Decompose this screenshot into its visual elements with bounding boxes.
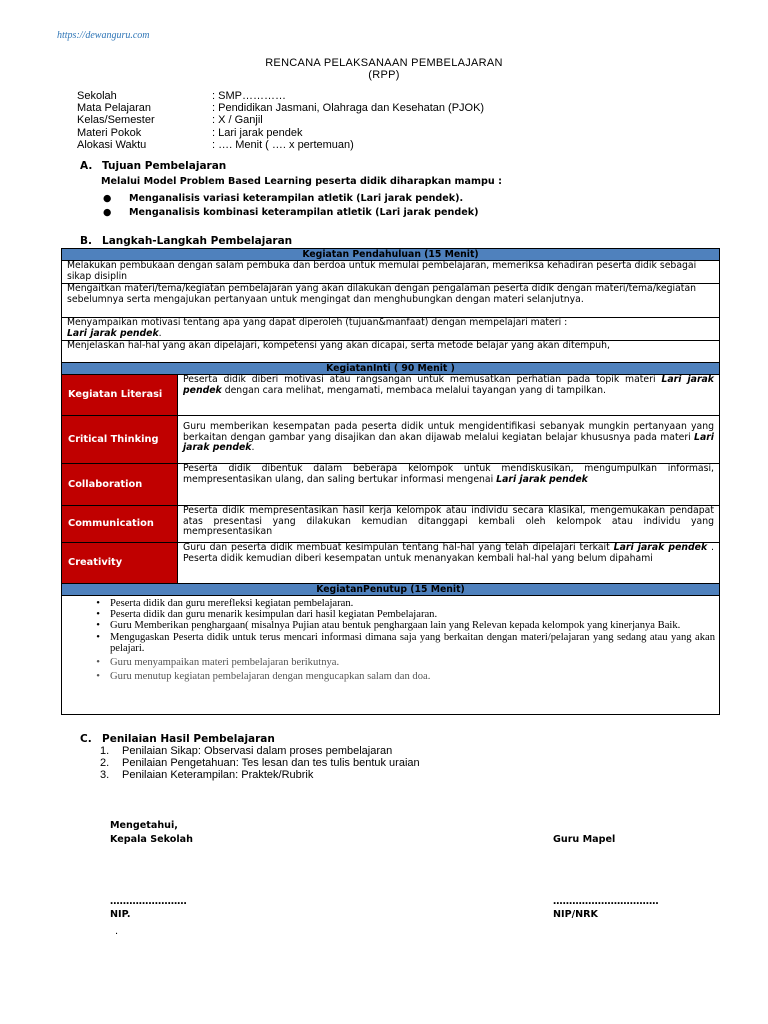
table-row	[62, 416, 720, 464]
topic-emphasis: Lari jarak pendek	[496, 473, 588, 485]
item-number: 3.	[100, 769, 110, 781]
topic-emphasis: Lari jarak pendek	[183, 431, 714, 453]
inti-description	[178, 506, 720, 543]
identity-row	[77, 114, 484, 126]
table-row	[62, 464, 720, 506]
section-title: Langkah-Langkah Pembelajaran	[102, 235, 293, 247]
penutup-header: KegiatanPenutup (15 Menit)	[62, 584, 720, 596]
bullet-icon: •	[96, 620, 100, 632]
inti-description	[178, 375, 720, 416]
inti-label: Critical Thinking	[62, 416, 178, 464]
closing-text: Guru Memberikan penghargaan( misalnya Pujian atau bentuk penghargaan lain yang Relevan kepada kelompok yang kinerjanya Baik.	[110, 620, 681, 632]
pendahuluan-text: .	[158, 327, 162, 339]
list-item	[62, 598, 719, 609]
inti-text: . Peserta didik kemudian diberi kesempatan untuk menanyakan kembali hal-hal yang belum dipahami	[183, 542, 714, 564]
identity-label: Materi Pokok	[77, 126, 142, 139]
section-number: A.	[80, 160, 93, 172]
assessment-text: Penilaian Keterampilan: Praktek/Rubrik	[122, 769, 314, 781]
identity-block	[77, 90, 484, 151]
penutup-cell	[62, 596, 720, 715]
closing-text: Guru menutup kegiatan pembelajaran dengan mengucapkan salam dan doa.	[110, 671, 431, 683]
list-item	[62, 657, 719, 668]
pendahuluan-text: Menyampaikan motivasi tentang apa yang dapat diperoleh (tujuan&manfaat) dengan mempelajari materi :	[67, 317, 568, 328]
identity-row	[77, 102, 484, 114]
pendahuluan-text: Menjelaskan hal-hal yang akan dipelajari, kompetensi yang akan dicapai, serta metode belajar yang akan ditempuh,	[67, 340, 611, 351]
pendahuluan-header: Kegiatan Pendahuluan (15 Menit)	[62, 249, 720, 261]
objective-item	[103, 193, 463, 204]
bullet-icon: ●	[103, 193, 112, 204]
identity-value: : Pendidikan Jasmani, Olahraga dan Kesehatan (PJOK)	[212, 102, 485, 115]
inti-description	[178, 543, 720, 584]
topic-emphasis: Lari jarak pendek	[613, 542, 708, 553]
table-row	[62, 318, 720, 341]
pendahuluan-header-row	[62, 249, 720, 261]
closing-text: Mengugaskan Peserta didik untuk terus mencari informasi dimana saja yang berkaitan dengan materi/pelajaran yang sedang atau yang akan pelajari.	[110, 631, 715, 654]
list-item	[62, 632, 719, 654]
signature-right-id: NIP/NRK	[553, 909, 598, 920]
inti-description	[178, 416, 720, 464]
pendahuluan-text: Melakukan pembukaan dengan salam pembuka dan berdoa untuk memulai pembelajaran, memeriksa kehadiran peserta didik sebagai sikap disiplin	[67, 260, 697, 282]
inti-text: Peserta didik dibentuk dalam beberapa kelompok untuk mendiskusikan, mengumpulkan informasi, mempresentasikan ulang, dan saling bertukar informasi mengenai	[183, 463, 714, 485]
inti-header: KegiatanInti ( 90 Menit )	[62, 363, 720, 375]
inti-text: Guru dan peserta didik membuat kesimpulan tentang hal-hal yang telah dipelajari terkait	[183, 542, 614, 553]
trailing-mark: .	[115, 925, 119, 937]
table-row	[62, 543, 720, 584]
list-item	[100, 757, 420, 769]
table-row	[62, 284, 720, 318]
list-item	[62, 671, 719, 682]
inti-description	[178, 464, 720, 506]
signature-left-id: NIP.	[110, 909, 131, 920]
pendahuluan-cell	[62, 261, 720, 284]
section-number: B.	[80, 235, 92, 247]
item-number: 2.	[100, 757, 110, 769]
identity-value: : Lari jarak pendek	[212, 126, 303, 139]
section-title: Tujuan Pembelajaran	[102, 160, 227, 172]
inti-label: Kegiatan Literasi	[62, 375, 178, 416]
table-row	[62, 596, 720, 715]
learning-steps-table	[61, 248, 720, 715]
topic-emphasis: Lari jarak pendek	[67, 327, 159, 339]
assessment-list	[100, 745, 420, 781]
inti-text: .	[251, 442, 255, 453]
signature-left-label1: Mengetahui,	[110, 820, 178, 831]
bullet-icon: •	[96, 609, 100, 621]
document-title: RENCANA PELAKSANAAN PEMBELAJARAN	[265, 57, 503, 69]
section-a-heading	[80, 160, 226, 172]
list-item	[62, 620, 719, 631]
closing-list	[62, 596, 719, 688]
inti-label: Creativity	[62, 543, 178, 584]
list-item	[100, 745, 420, 757]
inti-label: Collaboration	[62, 464, 178, 506]
item-number: 1.	[100, 745, 110, 757]
inti-text: Guru memberikan kesempatan pada peserta didik untuk mengidentifikasi sebanyak mungkin pertanyaan yang berkaitan dengan gambar yang disajikan dan akan dijawab melalui kegiatan belajar khususnya pada materi	[183, 421, 714, 443]
identity-row	[77, 127, 484, 139]
closing-text: Guru menyampaikan materi pembelajaran berikutnya.	[110, 657, 340, 669]
signature-left-label2: Kepala Sekolah	[110, 834, 193, 845]
identity-value: : …. Menit ( …. x pertemuan)	[212, 138, 354, 151]
inti-label: Communication	[62, 506, 178, 543]
section-c-heading	[80, 733, 275, 745]
objective-item	[103, 207, 479, 218]
pendahuluan-cell	[62, 341, 720, 363]
identity-row	[77, 139, 484, 151]
objective-text: Menganalisis kombinasi keterampilan atletik (Lari jarak pendek)	[129, 207, 479, 218]
inti-text: dengan cara melihat, mengamati, membaca melalui tayangan yang di tampilkan.	[221, 384, 606, 396]
identity-label: Sekolah	[77, 90, 117, 102]
table-row	[62, 375, 720, 416]
assessment-text: Penilaian Sikap: Observasi dalam proses pembelajaran	[122, 745, 393, 757]
identity-row	[77, 90, 484, 102]
inti-header-row	[62, 363, 720, 375]
signature-right-label: Guru Mapel	[553, 834, 616, 845]
table-row	[62, 506, 720, 543]
table-row	[62, 341, 720, 363]
header-url[interactable]: https://dewanguru.com	[57, 30, 150, 41]
topic-emphasis: Lari jarak pendek	[183, 374, 714, 396]
section-b-heading	[80, 235, 292, 247]
bullet-icon: •	[96, 671, 100, 683]
closing-text: Peserta didik dan guru menarik kesimpulan dari hasil kegiatan Pembelajaran.	[110, 609, 438, 621]
pendahuluan-cell	[62, 284, 720, 318]
identity-label: Alokasi Waktu	[77, 138, 147, 151]
inti-text: Peserta didik mempresentasikan hasil kerja kelompok atau individu secara klasikal, mengemukakan pendapat atas presentasi yang dilakukan kemudian ditanggapi kembali oleh kelompok atau individu yang mempresentasikan	[183, 505, 714, 537]
list-item	[100, 769, 420, 781]
bullet-icon: ●	[103, 207, 112, 218]
assessment-text: Penilaian Pengetahuan: Tes lesan dan tes tulis bentuk uraian	[122, 757, 420, 769]
section-number: C.	[80, 733, 92, 745]
objective-text: Menganalisis variasi keterampilan atletik (Lari jarak pendek).	[129, 193, 464, 204]
objective-intro: Melalui Model Problem Based Learning peserta didik diharapkan mampu :	[101, 176, 502, 187]
identity-value: : X / Ganjil	[212, 114, 263, 127]
penutup-header-row	[62, 584, 720, 596]
signature-right-line: ……………………………	[553, 896, 659, 907]
pendahuluan-text: Mengaitkan materi/tema/kegiatan pembelajaran yang akan dilakukan dengan pengalaman peserta didik dengan materi/tema/kegiatan sebelumnya serta mengajukan pertanyaan untuk mengingat dan menghubungkan dengan materi selanjutnya.	[67, 283, 697, 305]
signature-left-line: ……………………	[110, 896, 187, 907]
closing-text: Peserta didik dan guru merefleksi kegiatan pembelajaran.	[110, 598, 354, 609]
identity-value: : SMP…………	[212, 90, 286, 102]
bullet-icon: •	[96, 657, 100, 669]
bullet-icon: •	[96, 631, 100, 643]
bullet-icon: •	[96, 598, 100, 609]
list-item	[62, 609, 719, 620]
identity-label: Mata Pelajaran	[77, 102, 151, 115]
document-subtitle: (RPP)	[368, 69, 400, 81]
identity-label: Kelas/Semester	[77, 114, 155, 127]
table-row	[62, 261, 720, 284]
section-title: Penilaian Hasil Pembelajaran	[102, 733, 275, 745]
pendahuluan-cell	[62, 318, 720, 341]
inti-text: Peserta didik diberi motivasi atau rangsangan untuk memusatkan perhatian pada topik materi	[183, 374, 662, 385]
